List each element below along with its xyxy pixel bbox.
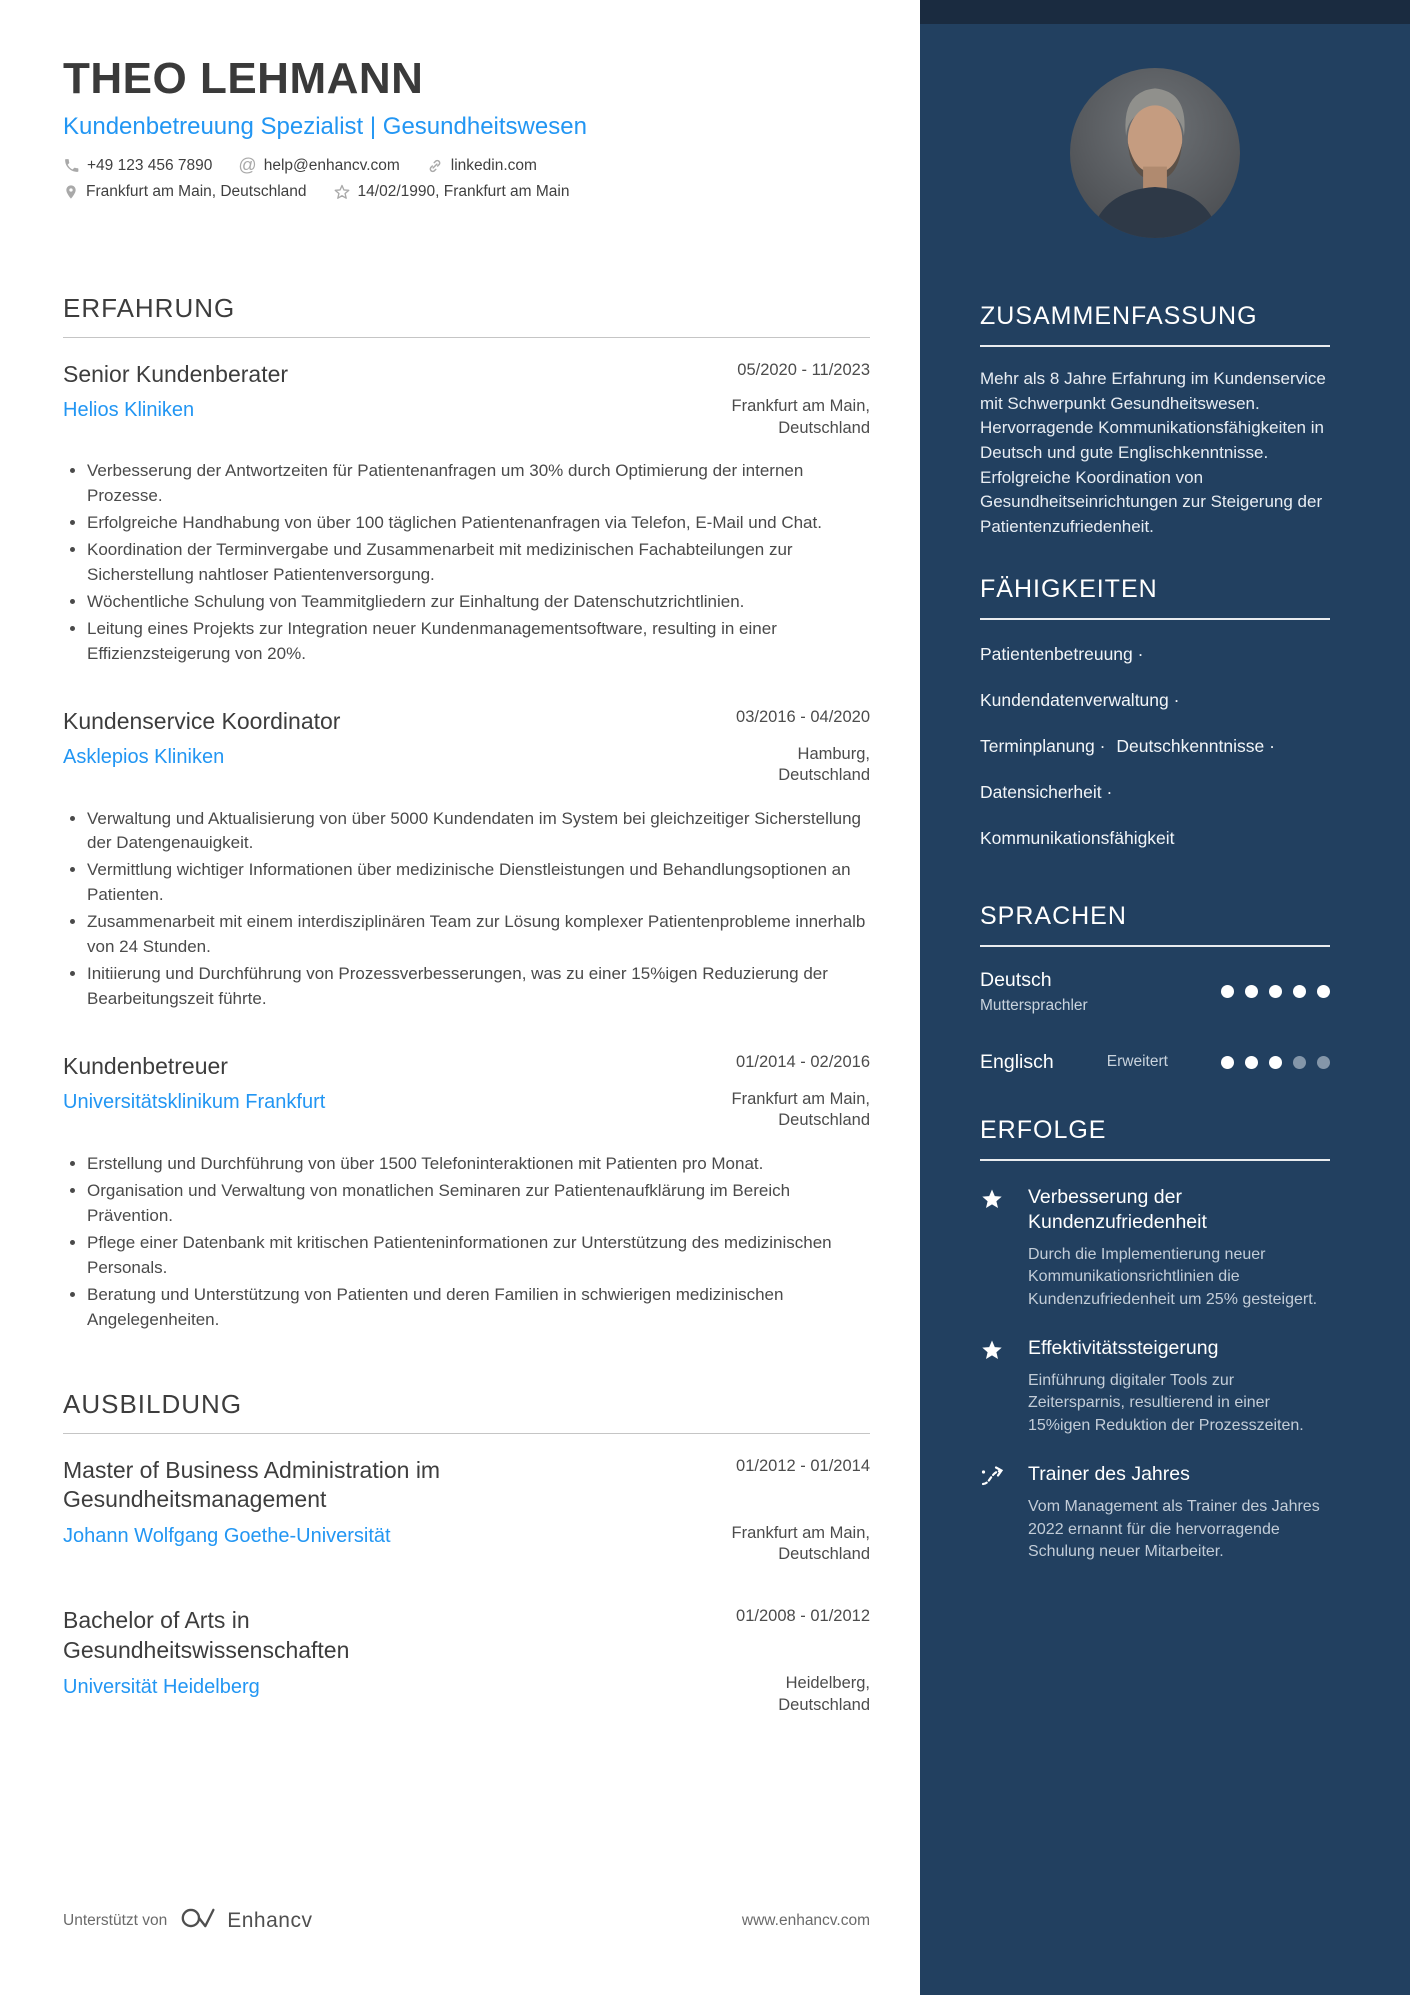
bullet-item: • Wöchentliche Schulung von Teammitgliedern zur Einhaltung der Datenschutzrichtlinien.	[87, 590, 870, 615]
bullet-item: • Erstellung und Durchführung von über 1500 Telefoninteraktionen mit Patienten pro Monat.	[87, 1152, 870, 1177]
skill-item: Kommunikationsfähigkeit	[980, 827, 1175, 848]
bullet-item: • Organisation und Verwaltung von monatlichen Seminaren zur Patientenaufklärung im Bereich Prävention.	[87, 1179, 870, 1229]
footer-url[interactable]: www.enhancv.com	[741, 1911, 870, 1929]
education-dates: 01/2008 - 01/2012	[736, 1606, 870, 1625]
contact-email[interactable]: @ help@enhancv.com	[238, 155, 400, 175]
skill-item: Deutschkenntnisse ·	[1116, 724, 1275, 770]
language-row	[980, 1051, 1330, 1074]
contact-website[interactable]: linkedin.com	[426, 157, 537, 175]
contact-block	[63, 155, 870, 201]
proficiency-dot	[1293, 1056, 1306, 1069]
link-icon	[426, 157, 444, 175]
job-dates: 03/2016 - 04/2020	[736, 708, 870, 727]
experience-entry	[63, 360, 870, 667]
bullet-item: • Verwaltung und Aktualisierung von über 5000 Kundendaten im System bei gleichzeitiger Sicherstellung der Datengenauigkeit.	[87, 807, 870, 857]
job-bullet-list	[63, 1152, 870, 1333]
job-bullet-list	[63, 459, 870, 667]
achievement-title: Trainer des Jahres	[1028, 1462, 1190, 1485]
proficiency-dot	[1221, 1056, 1234, 1069]
job-bullet-list	[63, 807, 870, 1013]
achievement-text: Vom Management als Trainer des Jahres 2022 ernannt für die hervorragende Schulung neuer Mitarbeiter.	[1028, 1497, 1320, 1561]
languages-section-title: SPRACHEN	[980, 902, 1330, 947]
proficiency-dot	[1317, 1056, 1330, 1069]
education-location: Frankfurt am Main, Deutschland	[731, 1524, 870, 1564]
proficiency-dot	[1269, 1056, 1282, 1069]
enhancv-brand[interactable]: Enhancv	[227, 1908, 313, 1932]
proficiency-dot	[1245, 985, 1258, 998]
star-outline-icon	[333, 183, 351, 201]
person-headline: Kundenbetreuung Spezialist | Gesundheitswesen	[63, 113, 587, 140]
job-title: Senior Kundenberater	[63, 361, 289, 387]
company-link[interactable]: Universitätsklinikum Frankfurt	[63, 1091, 326, 1114]
bullet-item: • Verbesserung der Antwortzeiten für Patientenanfragen um 30% durch Optimierung der internen Prozesse.	[87, 459, 870, 509]
school-link[interactable]: Universität Heidelberg	[63, 1675, 260, 1698]
education-section-title: AUSBILDUNG	[63, 1389, 870, 1434]
contact-row-1	[63, 155, 870, 176]
bullet-item: • Initiierung und Durchführung von Prozessverbesserungen, was zu einer 15%igen Reduzierung der Bearbeitungszeit führte.	[87, 962, 870, 1012]
language-name: Deutsch	[980, 968, 1052, 991]
star-icon	[980, 1336, 1028, 1438]
portrait-placeholder	[1070, 68, 1240, 238]
summary-section-title: ZUSAMMENFASSUNG	[980, 302, 1330, 347]
trainer-arrow-icon	[980, 1462, 1028, 1564]
contact-location: Frankfurt am Main, Deutschland	[63, 183, 307, 201]
contact-phone: +49 123 456 7890	[63, 157, 212, 175]
profile-photo	[1070, 68, 1240, 238]
education-dates: 01/2012 - 01/2014	[736, 1456, 870, 1475]
proficiency-dot	[1269, 985, 1282, 998]
contact-birth: 14/02/1990, Frankfurt am Main	[333, 183, 570, 201]
education-entry	[63, 1456, 870, 1566]
at-icon: @	[238, 155, 257, 175]
footer	[63, 1906, 870, 1935]
job-title: Kundenservice Koordinator	[63, 708, 341, 735]
company-link[interactable]: Asklepios Kliniken	[63, 746, 225, 769]
section-experience	[63, 293, 870, 1333]
job-location: Frankfurt am Main, Deutschland	[731, 397, 870, 437]
job-location: Frankfurt am Main, Deutschland	[731, 1089, 870, 1130]
job-title: Kundenbetreuer	[63, 1053, 228, 1080]
achievement-item	[980, 1462, 1330, 1564]
bullet-item: • Zusammenarbeit mit einem interdisziplinären Team zur Lösung komplexer Patientenprobleme innerhalb von 24 Stunden.	[87, 910, 870, 960]
achievement-title: Verbesserung der Kundenzufriedenheit	[1028, 1185, 1207, 1233]
degree-title: Master of Business Administration im Gesundheitsmanagement	[63, 1456, 441, 1513]
bullet-item: • Beratung und Unterstützung von Patienten und deren Familien in schwierigen medizinischen Angelegenheiten.	[87, 1283, 870, 1333]
section-achievements	[980, 1116, 1330, 1564]
proficiency-dot	[1293, 985, 1306, 998]
achievement-item	[980, 1336, 1330, 1438]
enhancv-logo-icon	[181, 1906, 217, 1935]
skills-section-title: FÄHIGKEITEN	[980, 575, 1330, 620]
star-icon	[980, 1185, 1028, 1312]
proficiency-dot	[1245, 1056, 1258, 1069]
achievement-text: Durch die Implementierung neuer Kommunikationsrichtlinien die Kundenzufriedenheit um 25% gesteigert.	[1028, 1245, 1318, 1309]
powered-by-label: Unterstützt von	[63, 1911, 168, 1929]
skills-list	[980, 632, 1316, 861]
language-name: Englisch	[980, 1050, 1054, 1073]
proficiency-dot	[1317, 985, 1330, 998]
proficiency-dot	[1221, 985, 1234, 998]
section-languages	[980, 902, 1330, 1074]
section-education	[63, 1389, 870, 1717]
contact-row-2	[63, 183, 870, 201]
skill-item: Terminplanung ·	[980, 724, 1106, 770]
achievement-title: Effektivitätssteigerung	[1028, 1336, 1219, 1359]
phone-icon	[63, 157, 80, 174]
summary-text: Mehr als 8 Jahre Erfahrung im Kundenservice mit Schwerpunkt Gesundheitswesen. Hervorragende Kommunikationsfähigkeiten in Deutsch und gute Englischkenntnisse. Erfolgreiche Koordination von Gesundheitseinrichtungen zur Steigerung der Patientenzufriedenheit.	[980, 369, 1326, 536]
experience-entry	[63, 1052, 870, 1332]
experience-section-title: ERFAHRUNG	[63, 293, 870, 338]
school-link[interactable]: Johann Wolfgang Goethe-Universität	[63, 1525, 391, 1548]
section-skills	[980, 575, 1330, 861]
language-row	[980, 969, 1330, 1015]
bullet-item: • Vermittlung wichtiger Informationen über medizinische Dienstleistungen und Behandlungsoptionen an Patienten.	[87, 858, 870, 908]
education-entry	[63, 1606, 870, 1716]
achievement-text: Einführung digitaler Tools zur Zeitersparnis, resultierend in einer 15%igen Reduktion der Prozesszeiten.	[1028, 1371, 1304, 1435]
degree-title: Bachelor of Arts in Gesundheitswissenschaften	[63, 1606, 350, 1663]
language-level: Muttersprachler	[980, 996, 1088, 1014]
achievements-section-title: ERFOLGE	[980, 1116, 1330, 1161]
language-name-block	[980, 969, 1088, 1015]
skill-item: Kundendatenverwaltung ·	[980, 678, 1179, 724]
proficiency-dots	[1221, 1056, 1330, 1069]
job-dates: 01/2014 - 02/2016	[736, 1053, 870, 1072]
education-location: Heidelberg, Deutschland	[778, 1674, 870, 1714]
language-level: Erweitert	[1106, 1053, 1168, 1071]
skill-item: Patientenbetreuung ·	[980, 632, 1143, 678]
section-summary	[980, 302, 1330, 539]
job-location: Hamburg, Deutschland	[778, 744, 870, 785]
bullet-item: • Erfolgreiche Handhabung von über 100 täglichen Patientenanfragen via Telefon, E-Mail und Chat.	[87, 511, 870, 536]
location-pin-icon	[63, 183, 79, 201]
person-name: THEO LEHMANN	[63, 54, 424, 103]
achievement-item	[980, 1185, 1330, 1312]
skill-item: Datensicherheit ·	[980, 770, 1112, 816]
bullet-item: • Leitung eines Projekts zur Integration neuer Kundenmanagementsoftware, resulting in einer Effizienzsteigerung von 20%.	[87, 617, 870, 667]
job-dates: 05/2020 - 11/2023	[737, 361, 870, 379]
sidebar	[920, 0, 1410, 1995]
proficiency-dots	[1221, 985, 1330, 998]
company-link[interactable]: Helios Kliniken	[63, 398, 195, 421]
bullet-item: • Pflege einer Datenbank mit kritischen Patienteninformationen zur Unterstützung des medizinischen Personals.	[87, 1231, 870, 1281]
sidebar-top-strip	[920, 0, 1410, 24]
experience-entry	[63, 707, 870, 1012]
bullet-item: • Koordination der Terminvergabe und Zusammenarbeit mit medizinischen Fachabteilungen zur Sicherstellung nahtloser Patientenversorgung.	[87, 538, 870, 588]
